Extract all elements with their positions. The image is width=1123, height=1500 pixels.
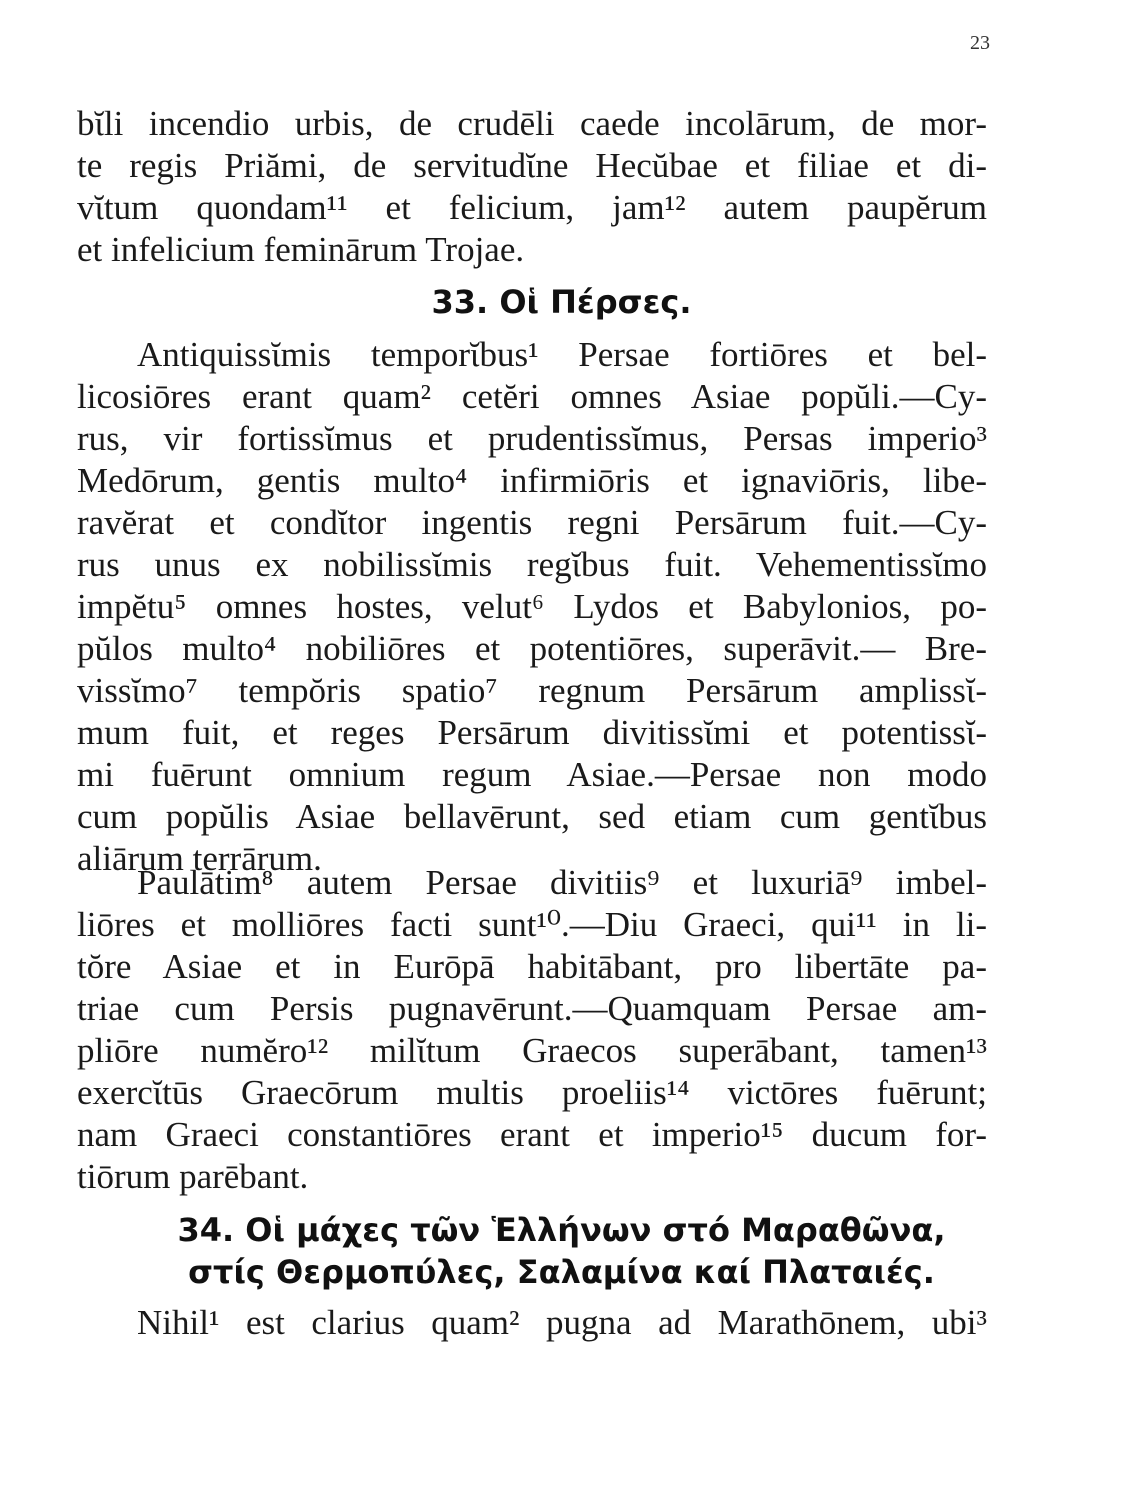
section-34-heading-line-1: 34. Οἱ μάχες τῶν Ἑλλήνων στό Μαραθῶνα, bbox=[177, 1211, 946, 1249]
text-line: et infelicium feminārum Trojae. bbox=[77, 230, 525, 269]
text-line: Antiquissῐmis temporῐbus¹ Persae fortiōres et bel- bbox=[137, 335, 987, 374]
text-line: Medōrum, gentis multo⁴ infirmiōris et ignaviōris, libe- bbox=[77, 461, 987, 500]
section-33-paragraph-1 bbox=[77, 334, 987, 880]
text-line: licosiōres erant quam² cetĕri omnes Asiae popŭli.—Cy- bbox=[77, 377, 987, 416]
text-line: impĕtu⁵ omnes hostes, velut⁶ Lydos et Babylonios, po- bbox=[77, 587, 987, 626]
section-33-paragraph-2 bbox=[77, 862, 987, 1198]
section-34-heading-line-2: στίς Θερμοπύλες, Σαλαμίνα καί Πλαταιές. bbox=[188, 1253, 935, 1291]
text-line: liōres et molliōres facti sunt¹⁰.—Diu Graeci, qui¹¹ in li- bbox=[77, 905, 987, 944]
text-line: Paulātim⁸ autem Persae divitiis⁹ et luxuriā⁹ imbel- bbox=[137, 863, 987, 902]
section-33-heading: 33. Οἱ Πέρσες. bbox=[431, 283, 692, 321]
intro-paragraph bbox=[77, 103, 987, 271]
text-line: cum popŭlis Asiae bellavērunt, sed etiam cum gentῐbus bbox=[77, 797, 987, 836]
text-line: rus unus ex nobilissῐmis regῐbus fuit. Vehementissῐmo bbox=[77, 545, 987, 584]
section-34-paragraph bbox=[77, 1302, 987, 1344]
text-line: aliārum terrārum. bbox=[77, 839, 322, 878]
text-line: exercῐtūs Graecōrum multis proeliis¹⁴ victōres fuērunt; bbox=[77, 1073, 987, 1112]
text-line: tŏre Asiae et in Eurōpā habitābant, pro libertāte pa- bbox=[77, 947, 987, 986]
text-line: nam Graeci constantiōres erant et imperio¹⁵ ducum for- bbox=[77, 1115, 987, 1154]
text-line: Nihil¹ est clarius quam² pugna ad Marathōnem, ubi³ bbox=[137, 1303, 987, 1342]
page-number: 23 bbox=[970, 32, 990, 54]
text-line: tiōrum parēbant. bbox=[77, 1157, 309, 1196]
text-line: mum fuit, et reges Persārum divitissῐmi et potentissῐ- bbox=[77, 713, 987, 752]
text-line: bῐli incendio urbis, de crudēli caede incolārum, de mor- bbox=[77, 104, 987, 143]
text-line: te regis Priămi, de servitudῐne Hecŭbae et filiae et di- bbox=[77, 146, 987, 185]
text-line: pŭlos multo⁴ nobiliōres et potentiōres, superāvit.— Bre- bbox=[77, 629, 987, 668]
text-line: ravĕrat et condῐtor ingentis regni Persārum fuit.—Cy- bbox=[77, 503, 987, 542]
text-line: vissῐmo⁷ tempŏris spatio⁷ regnum Persārum amplissῐ- bbox=[77, 671, 987, 710]
text-line: triae cum Persis pugnavērunt.—Quamquam Persae am- bbox=[77, 989, 987, 1028]
text-line: rus, vir fortissῐmus et prudentissῐmus, Persas imperio³ bbox=[77, 419, 987, 458]
text-line: vῐtum quondam¹¹ et felicium, jam¹² autem paupĕrum bbox=[77, 188, 987, 227]
text-line: mi fuērunt omnium regum Asiae.—Persae non modo bbox=[77, 755, 987, 794]
text-line: pliōre numĕro¹² milῐtum Graecos superābant, tamen¹³ bbox=[77, 1031, 987, 1070]
